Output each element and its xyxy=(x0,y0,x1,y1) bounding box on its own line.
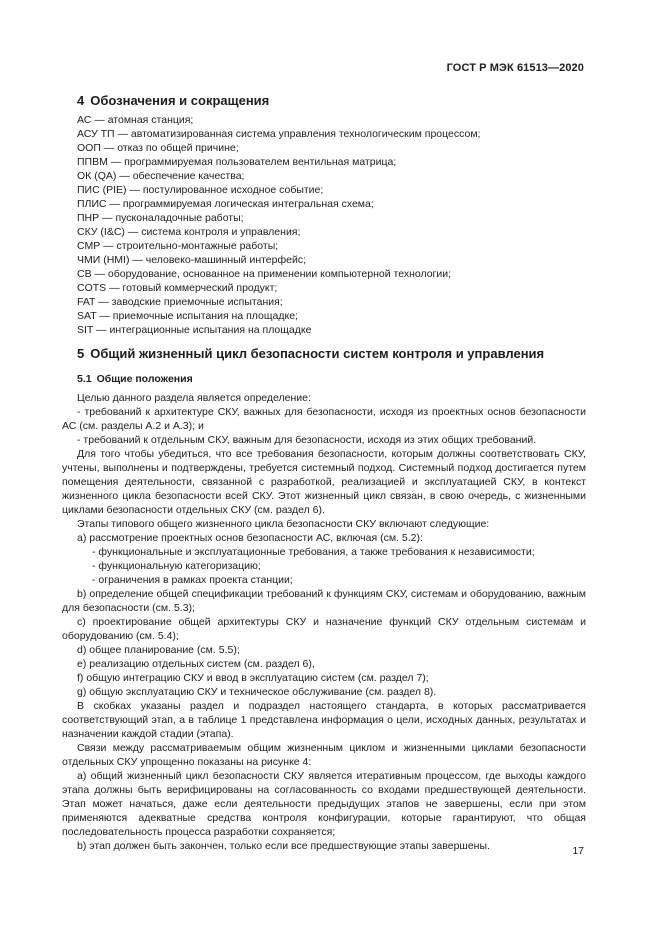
abbreviation-item: SAT — приемочные испытания на площадке; xyxy=(77,310,298,322)
list-item: - требований к архитектуре СКУ, важных для безопасности, исходя из проектных основ безопасности АС (см. разделы А.2 и А.3); и xyxy=(62,406,586,432)
list-item: g) общую эксплуатацию СКУ и техническое обслуживание (см. раздел 8). xyxy=(77,686,437,698)
list-item: a) рассмотрение проектных основ безопасности АС, включая (см. 5.2): xyxy=(77,532,423,544)
sub-list-item: - функциональные и эксплуатационные требования, а также требования к независимости; xyxy=(92,546,535,558)
abbreviation-item: СМР — строительно-монтажные работы; xyxy=(77,240,279,252)
list-item: b) этап должен быть закончен, только если все предшествующие этапы завершены. xyxy=(77,840,490,852)
section-4-title: Обозначения и сокращения xyxy=(90,93,270,108)
section-4-heading xyxy=(77,93,269,108)
section-5-heading xyxy=(77,346,544,361)
paragraph: Целью данного раздела является определение: xyxy=(77,392,311,404)
section-5-body xyxy=(62,391,586,853)
section-5-title: Общий жизненный цикл безопасности систем контроля и управления xyxy=(90,346,545,361)
paragraph: Этапы типового общего жизненного цикла безопасности СКУ включают следующие: xyxy=(77,518,490,530)
abbreviation-item: COTS — готовый коммерческий продукт; xyxy=(77,282,278,294)
abbreviation-item: СВ — оборудование, основанное на применении компьютерной технологии; xyxy=(77,268,452,280)
section-5-number: 5 xyxy=(77,346,85,361)
list-item: d) общее планирование (см. 5.5); xyxy=(77,644,240,656)
abbreviation-item: ООП — отказ по общей причине; xyxy=(77,142,239,154)
subsection-5-1-heading xyxy=(77,373,193,385)
list-item: a) общий жизненный цикл безопасности СКУ является итеративным процессом, где выходы каждого этапа должны быть верифицированы на согласованность со входами предшествующей деятельности. Этап может начаться, даже если деятельности предыдущих этапов не завершены, если при этом применяются адекватные средства контроля конфигурации, которые гарантируют, что общая последовательность процесса разработки сохраняется; xyxy=(62,770,586,838)
abbreviation-item: FAT — заводские приемочные испытания; xyxy=(77,296,283,308)
list-item: - требований к отдельным СКУ, важным для безопасности, исходя из этих общих требований. xyxy=(77,434,537,446)
abbreviation-item: ПЛИС — программируемая логическая интегральная схема; xyxy=(77,198,374,210)
abbreviation-list xyxy=(77,113,587,337)
paragraph: В скобках указаны раздел и подраздел настоящего стандарта, в которых рассматривается соответствующий этап, а в таблице 1 представлена информация о цели, исходных данных, результатах и назначении каждой стадии (этапа). xyxy=(62,700,586,740)
sub-list-item: - функциональную категоризацию; xyxy=(92,560,261,572)
abbreviation-item: АС — атомная станция; xyxy=(77,114,194,126)
standard-header: ГОСТ Р МЭК 61513—2020 xyxy=(446,62,584,74)
abbreviation-item: СКУ (I&C) — система контроля и управления; xyxy=(77,226,301,238)
abbreviation-item: ОК (QA) — обеспечение качества; xyxy=(77,170,245,182)
paragraph: Связи между рассматриваемым общим жизненным циклом и жизненными циклами безопасности отдельных СКУ упрощенно показаны на рисунке 4: xyxy=(62,742,586,768)
sub-list-item: - ограничения в рамках проекта станции; xyxy=(92,574,293,586)
subsection-title: Общие положения xyxy=(96,373,193,385)
abbreviation-item: ЧМИ (HMI) — человеко-машинный интерфейс; xyxy=(77,254,306,266)
list-item: f) общую интеграцию СКУ и ввод в эксплуатацию систем (см. раздел 7); xyxy=(77,672,429,684)
list-item: b) определение общей спецификации требований к функциям СКУ, системам и оборудованию, важным для безопасности (см. 5.3); xyxy=(62,588,586,614)
paragraph: Для того чтобы убедиться, что все требования безопасности, которым должны соответствовать СКУ, учтены, выполнены и подтверждены, требуется системный подход. Системный подход достигается путем помещения деятельности, связанной с разработкой, реализацией и эксплуатацией СКУ, в контекст жизненного цикла безопасности всей СКУ. Этот жизненный цикл связан, в свою очередь, с жизненными циклами безопасности отдельных СКУ (см. раздел 6). xyxy=(62,448,586,516)
list-item: c) проектирование общей архитектуры СКУ и назначение функций СКУ отдельным системам и оборудованию (см. 5.4); xyxy=(62,616,586,642)
page-number: 17 xyxy=(572,845,584,857)
abbreviation-item: АСУ ТП — автоматизированная система управления технологическим процессом; xyxy=(77,128,481,140)
abbreviation-item: ПИС (PIE) — постулированное исходное событие; xyxy=(77,184,324,196)
abbreviation-item: ППВМ — программируемая пользователем вентильная матрица; xyxy=(77,156,397,168)
subsection-number: 5.1 xyxy=(77,373,92,385)
section-4-number: 4 xyxy=(77,93,85,108)
list-item: e) реализацию отдельных систем (см. раздел 6), xyxy=(77,658,315,670)
abbreviation-item: ПНР — пусконаладочные работы; xyxy=(77,212,244,224)
abbreviation-item: SIT — интеграционные испытания на площадке xyxy=(77,324,312,336)
